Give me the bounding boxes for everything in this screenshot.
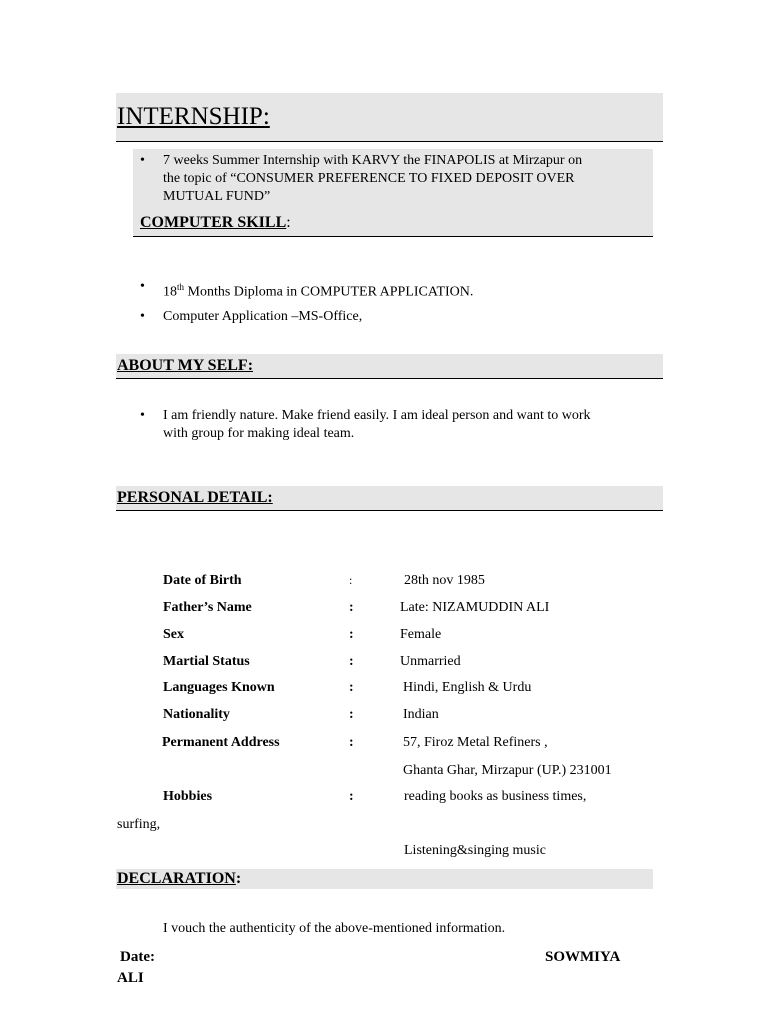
detail-colon: :: [349, 600, 354, 615]
internship-line-3: MUTUAL FUND”: [163, 189, 271, 204]
detail-label-hobbies: Hobbies: [163, 789, 213, 804]
detail-label-sex: Sex: [163, 627, 184, 642]
internship-heading: INTERNSHIP:: [117, 103, 270, 130]
detail-value-address-1: 57, Firoz Metal Refiners ,: [403, 735, 548, 750]
detail-label-languages: Languages Known: [163, 680, 275, 695]
detail-colon: :: [349, 735, 354, 750]
detail-value-nationality: Indian: [403, 707, 439, 722]
detail-label-dob: Date of Birth: [163, 573, 242, 588]
detail-value-address-2: Ghanta Ghar, Mirzapur (UP.) 231001: [403, 763, 612, 778]
detail-value-hobbies-wrap: surfing,: [117, 817, 161, 832]
detail-colon: :: [349, 789, 354, 804]
detail-value-sex: Female: [400, 627, 442, 642]
detail-value-languages: Hindi, English & Urdu: [403, 680, 532, 695]
detail-colon: :: [349, 627, 354, 642]
about-rule: [116, 378, 663, 379]
bullet-icon: •: [140, 408, 145, 423]
declaration-heading: DECLARATION:: [117, 870, 242, 887]
detail-value-marital: Unmarried: [400, 654, 461, 669]
declaration-text: I vouch the authenticity of the above-mentioned information.: [163, 921, 506, 936]
computer-skill-rule: [133, 236, 653, 237]
detail-colon: :: [349, 573, 353, 587]
bullet-icon: •: [140, 153, 145, 168]
detail-value-hobbies-extra: Listening&singing music: [404, 843, 546, 858]
signature-name-part1: SOWMIYA: [545, 949, 621, 965]
detail-label-address: Permanent Address: [162, 735, 280, 750]
declaration-date-label: Date:: [120, 949, 155, 965]
detail-colon: :: [349, 680, 354, 695]
skill-item-1: 18th Months Diploma in COMPUTER APPLICATION.: [163, 282, 474, 300]
detail-value-hobbies: reading books as business times,: [404, 789, 587, 804]
bullet-icon: •: [140, 309, 145, 324]
about-line-1: I am friendly nature. Make friend easily. I am ideal person and want to work: [163, 408, 591, 423]
skill-item-2: Computer Application –MS-Office,: [163, 309, 363, 324]
personal-heading: PERSONAL DETAIL:: [117, 489, 273, 506]
detail-label-nationality: Nationality: [163, 707, 230, 722]
internship-line-2: the topic of “CONSUMER PREFERENCE TO FIXED DEPOSIT OVER: [163, 171, 575, 186]
internship-rule: [116, 141, 663, 142]
internship-line-1: 7 weeks Summer Internship with KARVY the FINAPOLIS at Mirzapur on: [163, 153, 583, 168]
detail-label-marital: Martial Status: [163, 654, 250, 669]
detail-value-father: Late: NIZAMUDDIN ALI: [400, 600, 550, 615]
personal-rule: [116, 510, 663, 511]
bullet-icon: •: [140, 279, 145, 294]
detail-colon: :: [349, 707, 354, 722]
signature-name-part2: ALI: [117, 970, 144, 986]
about-line-2: with group for making ideal team.: [163, 426, 355, 441]
about-heading: ABOUT MY SELF:: [117, 357, 254, 374]
computer-skill-heading: COMPUTER SKILL:: [140, 214, 291, 231]
detail-label-father: Father’s Name: [163, 600, 252, 615]
detail-colon: :: [349, 654, 354, 669]
detail-value-dob: 28th nov 1985: [404, 573, 485, 588]
